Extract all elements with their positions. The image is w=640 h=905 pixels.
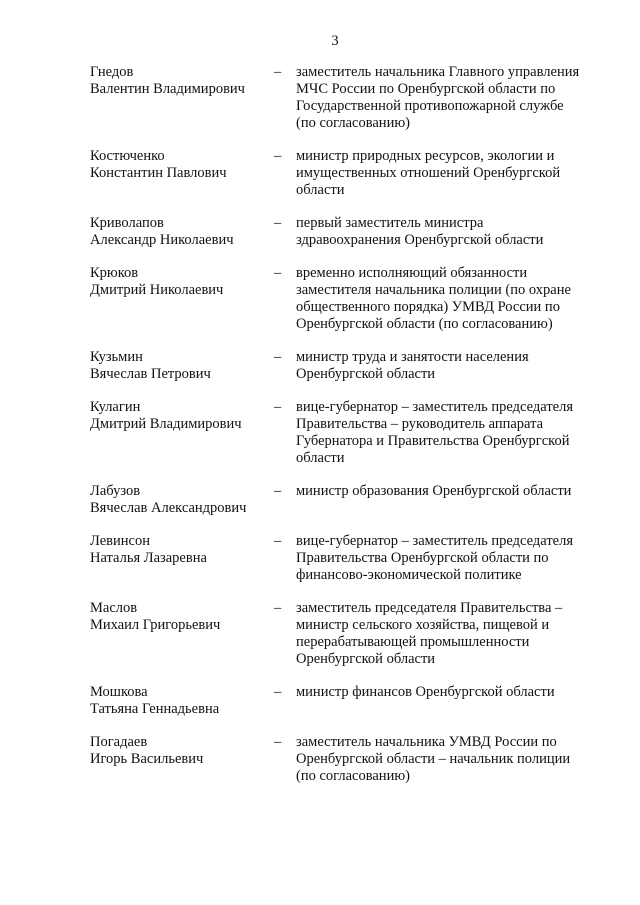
- member-surname: Мошкова: [90, 684, 148, 700]
- position-line: (по согласованию): [296, 768, 410, 784]
- dash-separator: –: [274, 265, 282, 281]
- member-name: [90, 349, 274, 383]
- member-position: [296, 684, 596, 718]
- member-name: [90, 533, 274, 584]
- member-entry: [90, 734, 610, 785]
- member-name: [90, 734, 274, 785]
- dash-separator: –: [274, 734, 282, 750]
- member-entry: [90, 600, 610, 668]
- member-surname: Костюченко: [90, 148, 165, 164]
- dash-separator: –: [274, 533, 282, 549]
- member-surname: Погадаев: [90, 734, 148, 750]
- position-line: перерабатывающей промышленности: [296, 634, 530, 650]
- member-given-names: Валентин Владимирович: [90, 81, 245, 97]
- member-entry: [90, 483, 610, 517]
- position-line: Оренбургской области – начальник полиции: [296, 751, 571, 767]
- member-name: [90, 148, 274, 199]
- position-line: МЧС России по Оренбургской области по: [296, 81, 556, 97]
- member-given-names: Александр Николаевич: [90, 232, 234, 248]
- member-name: [90, 483, 274, 517]
- position-line: министр финансов Оренбургской области: [296, 684, 555, 700]
- member-entry: [90, 64, 610, 132]
- member-given-names: Вячеслав Петрович: [90, 366, 211, 382]
- page-number: 3: [331, 33, 339, 49]
- position-line: финансово-экономической политике: [296, 567, 522, 583]
- position-line: области: [296, 182, 345, 198]
- member-surname: Маслов: [90, 600, 138, 616]
- position-line: временно исполняющий обязанности: [296, 265, 528, 281]
- position-line: первый заместитель министра: [296, 215, 484, 231]
- position-line: Оренбургской области: [296, 366, 436, 382]
- member-name: [90, 600, 274, 668]
- member-surname: Кулагин: [90, 399, 141, 415]
- member-entry: [90, 533, 610, 584]
- member-surname: Левинсон: [90, 533, 150, 549]
- member-name: [90, 684, 274, 718]
- position-line: заместитель председателя Правительства –: [296, 600, 563, 616]
- member-given-names: Михаил Григорьевич: [90, 617, 221, 633]
- member-given-names: Вячеслав Александрович: [90, 500, 247, 516]
- position-line: (по согласованию): [296, 115, 410, 131]
- member-entry: [90, 215, 610, 249]
- member-entry: [90, 684, 610, 718]
- member-position: [296, 215, 596, 249]
- member-position: [296, 734, 596, 785]
- member-given-names: Дмитрий Николаевич: [90, 282, 224, 298]
- member-surname: Лабузов: [90, 483, 141, 499]
- member-position: [296, 483, 596, 517]
- position-line: вице-губернатор – заместитель председателя: [296, 399, 573, 415]
- member-given-names: Константин Павлович: [90, 165, 227, 181]
- member-name: [90, 64, 274, 132]
- position-line: министр образования Оренбургской области: [296, 483, 572, 499]
- dash-separator: –: [274, 483, 282, 499]
- member-given-names: Наталья Лазаревна: [90, 550, 207, 566]
- position-line: министр труда и занятости населения: [296, 349, 529, 365]
- position-line: общественного порядка) УМВД России по: [296, 299, 560, 315]
- member-given-names: Игорь Васильевич: [90, 751, 204, 767]
- position-line: министр природных ресурсов, экологии и: [296, 148, 555, 164]
- member-list: [90, 64, 610, 801]
- member-position: [296, 148, 596, 199]
- dash-separator: –: [274, 148, 282, 164]
- position-line: заместителя начальника полиции (по охране: [296, 282, 571, 298]
- member-surname: Криволапов: [90, 215, 164, 231]
- position-line: здравоохранения Оренбургской области: [296, 232, 544, 248]
- member-surname: Крюков: [90, 265, 139, 281]
- member-position: [296, 533, 596, 584]
- dash-separator: –: [274, 215, 282, 231]
- position-line: заместитель начальника УМВД России по: [296, 734, 557, 750]
- position-line: Государственной противопожарной службе: [296, 98, 564, 114]
- member-position: [296, 600, 596, 668]
- position-line: Оренбургской области: [296, 651, 436, 667]
- position-line: имущественных отношений Оренбургской: [296, 165, 561, 181]
- position-line: Правительства – руководитель аппарата: [296, 416, 544, 432]
- position-line: Правительства Оренбургской области по: [296, 550, 549, 566]
- member-surname: Гнедов: [90, 64, 134, 80]
- member-position: [296, 349, 596, 383]
- member-entry: [90, 349, 610, 383]
- member-surname: Кузьмин: [90, 349, 143, 365]
- member-given-names: Дмитрий Владимирович: [90, 416, 242, 432]
- member-position: [296, 265, 596, 333]
- member-given-names: Татьяна Геннадьевна: [90, 701, 220, 717]
- position-line: области: [296, 450, 345, 466]
- member-entry: [90, 399, 610, 467]
- member-position: [296, 399, 596, 467]
- member-entry: [90, 265, 610, 333]
- member-name: [90, 215, 274, 249]
- position-line: Губернатора и Правительства Оренбургской: [296, 433, 570, 449]
- member-name: [90, 399, 274, 467]
- position-line: министр сельского хозяйства, пищевой и: [296, 617, 550, 633]
- member-name: [90, 265, 274, 333]
- position-line: вице-губернатор – заместитель председателя: [296, 533, 573, 549]
- dash-separator: –: [274, 399, 282, 415]
- dash-separator: –: [274, 684, 282, 700]
- position-line: Оренбургской области (по согласованию): [296, 316, 553, 332]
- dash-separator: –: [274, 349, 282, 365]
- position-line: заместитель начальника Главного управления: [296, 64, 580, 80]
- dash-separator: –: [274, 64, 282, 80]
- member-position: [296, 64, 596, 132]
- member-entry: [90, 148, 610, 199]
- dash-separator: –: [274, 600, 282, 616]
